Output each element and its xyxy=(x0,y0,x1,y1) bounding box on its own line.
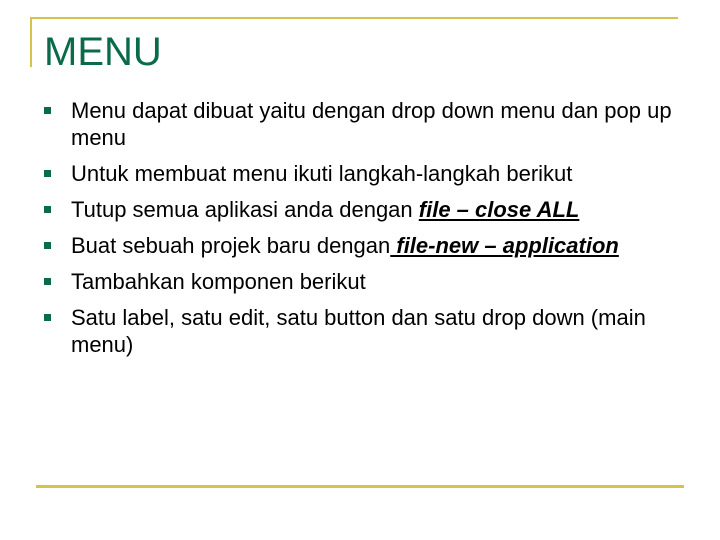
menu-command: file-new – application xyxy=(390,233,619,258)
bullet-item xyxy=(44,232,694,259)
bullet-item xyxy=(44,160,694,187)
square-bullet-icon xyxy=(44,206,51,213)
bullet-text: Buat sebuah projek baru dengan xyxy=(71,233,391,258)
top-decorative-line xyxy=(30,17,678,19)
square-bullet-icon xyxy=(44,314,51,321)
left-decorative-line xyxy=(30,17,32,67)
bottom-decorative-line xyxy=(36,485,684,488)
bullet-text: Tambahkan komponen berikut xyxy=(71,269,366,294)
bullet-item xyxy=(44,304,694,358)
bullet-text: Tutup semua aplikasi anda dengan xyxy=(71,197,419,222)
bullet-item xyxy=(44,97,694,151)
bullet-item xyxy=(44,268,694,295)
bullet-item xyxy=(44,196,694,223)
square-bullet-icon xyxy=(44,107,51,114)
bullet-text: Untuk membuat menu ikuti langkah-langkah berikut xyxy=(71,161,573,186)
bullet-text: Menu dapat dibuat yaitu dengan drop down menu dan pop up menu xyxy=(71,98,672,150)
bullet-list xyxy=(44,97,694,367)
square-bullet-icon xyxy=(44,242,51,249)
square-bullet-icon xyxy=(44,278,51,285)
slide-title: MENU xyxy=(44,30,162,74)
menu-command: file – close ALL xyxy=(418,197,580,222)
square-bullet-icon xyxy=(44,170,51,177)
bullet-text: Satu label, satu edit, satu button dan satu drop down (main menu) xyxy=(71,305,646,357)
